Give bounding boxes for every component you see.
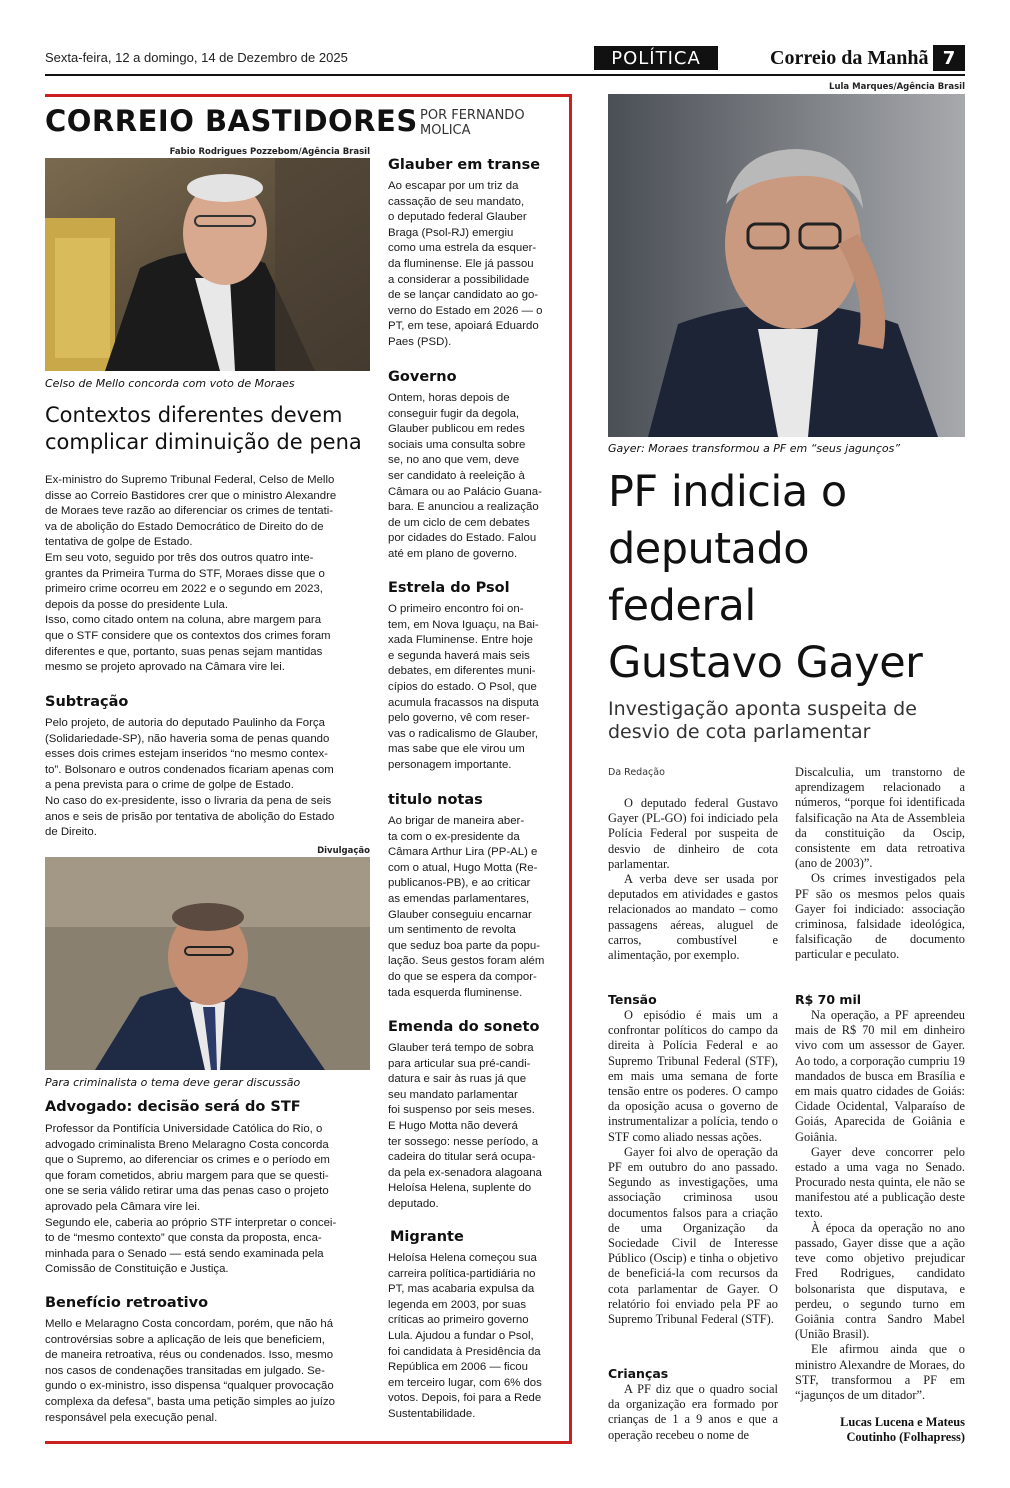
note-text [388,602,566,774]
column-frame-bottom [45,1441,572,1444]
text-line: conseguir fugir da degola, [388,407,520,420]
paragraph: À época da operação no ano passado, Gayer disse que a ação teve como objetivo prejudicar Fred Rodrigues, candidato bolsonarista que disputava, e perdeu, o segundo turno em Goiânia contra Sandro Mabel (União Brasil). [795,1220,965,1342]
text-line: Câmara ou ao Palácio Guana- [388,485,542,498]
text-line: ter sossego: nesse período, a [388,1135,539,1148]
subhead-tensao: Tensão [608,992,657,1007]
text-line: Em seu voto, seguido por três dos outros quatro inte- [45,551,314,564]
text-line: advogado criminalista Breno Melaragno Costa concorda [45,1138,329,1151]
text-line: de maneira retroativa, réus ou condenados. Isso, mesmo [45,1349,334,1362]
column-author [420,108,525,138]
paragraph: Ele afirmou ainda que o ministro Alexandre de Moraes, do STF, transformou a PF em “jagunços de um ditador”. [795,1342,965,1403]
text-line: Heloísa Helena, suplente do [388,1182,532,1195]
text-line: como uma estrela da esquer- [388,242,537,255]
column-frame-top [45,94,572,97]
author-line: MOLICA [420,123,471,138]
text-line: grantes da Primeira Turma do STF, Moraes disse que o [45,567,325,580]
photo-credit: Divulgação [317,846,370,856]
text-line: mesmo se projeto aprovado na Câmara vire lei. [45,661,285,674]
portrait-illustration [608,94,965,437]
deck-line: desvio de cota parlamentar [608,721,871,743]
note-title: titulo notas [388,792,483,808]
text-line: controvérsias sobre a aplicação de leis que beneficiem, [45,1333,325,1346]
column-headline [45,402,375,456]
text-line: ser candidato à reeleição à [388,469,525,482]
note-title: Emenda do soneto [388,1019,540,1035]
text-line: até em plano de governo. [388,547,518,560]
text-line: sociais uma consulta sobre [388,438,526,451]
note-text [388,1041,566,1213]
text-line: bara. E anunciou a realização [388,501,539,514]
deck-line: Investigação aponta suspeita de [608,698,917,720]
text-line: publicanos-PB), e ao criticar [388,877,531,890]
text-line: o deputado federal Glauber [388,211,527,224]
text-line: cadeira do titular será ocupa- [388,1151,536,1164]
text-line: foi candidata à Presidência da [388,1345,541,1358]
text-line: tentativa de golpe de Estado. [45,536,193,549]
text-line: aprovado pela Câmara vire lei. [45,1200,201,1213]
author-line: POR FERNANDO [420,108,525,123]
text-line: PT, em tese, apoiará Eduardo [388,320,539,333]
text-line: disse ao Correio Bastidores crer que o ministro Alexandre [45,489,337,502]
text-line: e segunda haverá mais seis [388,649,530,662]
text-line: one se seria válido retirar uma das penas caso o projeto [45,1185,329,1198]
text-line: Pelo projeto, de autoria do deputado Paulinho da Força [45,717,325,729]
text-line: personagem importante. [388,758,512,771]
text-line: Ao brigar de maneira aber- [388,815,525,827]
text-line: Glauber publicou em redes [388,423,525,436]
text-line: Professor da Pontifícia Universidade Católica do Rio, o [45,1123,323,1135]
text-line: depois da posse do presidente Lula. [45,598,229,611]
text-line: Ao escapar por um triz da [388,180,519,192]
text-line: a pena prevista para o crime de golpe de Estado. [45,779,294,792]
column-lead [45,473,375,676]
text-line: Ontem, horas depois de [388,392,510,404]
photo-caption: Celso de Mello concorda com voto de Moraes [45,377,295,390]
text-line: tem, em Nova Iguaçu, na Bai- [388,618,539,631]
text-line: Glauber terá tempo de sobra [388,1042,534,1054]
text-line: deputado. [388,1197,439,1210]
paragraph: O deputado federal Gustavo Gayer (PL-GO) foi indiciado pela Polícia Federal por suspeita de desvio de dinheiro de cota parlamentar. [608,796,778,871]
text-line: para articular sua pré-candi- [388,1057,531,1070]
text-line: to de “mesmo contexto” que consta da proposta, enca- [45,1232,322,1245]
text-line: que foram cometidos, abriu margem para que se questi- [45,1169,329,1182]
text-line: nos casos de condenações transitadas em julgado. Se- [45,1364,325,1377]
text-line: legenda em 2003, por suas [388,1298,527,1311]
photo-credit: Fabio Rodrigues Pozzebom/Agência Brasil [169,147,370,157]
text-line: datura e sair às ruas já que [388,1073,527,1086]
text-line: verno do Estado em 2026 — o [388,304,543,317]
text-line: de Direito. [45,826,97,839]
text-line: debates, em diferentes muni- [388,665,536,678]
text-line: da fluminense. Ele já passou [388,257,534,270]
text-line: gundo o ex-ministro, isso dispensa “qualquer provocação [45,1380,334,1393]
text-line: do que se espera da compor- [388,970,537,983]
text-line: E Hugo Motta não deverá [388,1119,518,1132]
text-line: foi suspenso por seis meses. [388,1104,535,1117]
subtracao-text [45,716,375,841]
note-title: Governo [388,369,457,385]
text-line: Segundo ele, caberia ao próprio STF interpretar o concei- [45,1216,337,1229]
text-line: diferentes e que, portanto, suas penas sejam mantidas [45,645,323,658]
article-column-2 [795,765,965,963]
paragraph: Na operação, a PF apreendeu mais de R$ 70 mil em dinheiro vivo com um assessor de Gayer. Ao todo, a corporação cumpriu 19 mandados de busca em Brasília e em mais quatro cidades de Goiás: Cidade Ocidental, Valparaíso de Goiás, Aparecida de Goiânia e Goiânia. [795,1008,965,1144]
paragraph: Gayer foi alvo de operação da PF em outubro do ano passado. Segundo as investigações, uma associação criminosa usou documentos falsos para a criação de uma Organização da Sociedade Civil de Interesse Público (Oscip) e tinha o objetivo de beneficiá-la com recursos da cota parlamentar de Gayer. O relatório foi enviado pela PF ao Supremo Tribunal Federal (STF). [608,1144,778,1327]
text-line: um sentimento de revolta [388,924,516,937]
text-line: PT, mas acabaria expulsa da [388,1283,535,1296]
text-line: lação. Seus gestos foram além [388,955,545,968]
text-line: República em 2006 — ficou [388,1361,528,1374]
text-line: de Moraes teve razão ao diferenciar os crimes de tentati- [45,505,334,518]
note-text [388,1251,566,1423]
text-line: esses dois crimes estejam inseridos “no mesmo contex- [45,748,328,761]
note-title: Estrela do Psol [388,580,510,596]
text-line: de um ciclo de cem debates [388,516,530,529]
text-line: cassação de seu mandato, [388,195,525,208]
portrait-illustration [45,158,370,371]
note-text [388,179,566,351]
beneficio-text [45,1317,375,1426]
text-line: Isso, como citado ontem na coluna, abre margem para [45,614,322,627]
subhead-criancas: Crianças [608,1366,669,1381]
main-headline [608,464,968,692]
text-line: tada esquerda fluminense. [388,986,523,999]
advogado-text [45,1122,375,1278]
headline-line: Contextos diferentes devem [45,403,343,427]
text-line: Braga (Psol-RJ) emergiu [388,226,514,239]
dateline: Sexta-feira, 12 a domingo, 14 de Dezembro de 2025 [45,50,348,65]
text-line: complexa da defesa”, basta uma petição simples ao juízo [45,1395,335,1408]
text-line: Mello e Melaragno Costa concordam, porém, que não há [45,1318,334,1330]
article-column-1 [608,796,778,963]
text-line: anos e seis de prisão por tentativa de abolição do Estado [45,810,335,823]
header-rule [45,74,965,76]
text-line: cípios do estado. O Psol, que [388,680,537,693]
signature [795,1415,965,1445]
text-line: xada Fluminense. Entre hoje [388,634,533,647]
text-line: to”. Bolsonaro e outros condenados ficariam apenas com [45,763,334,776]
headline-line: PF indicia o [608,467,847,517]
text-line: primeiro crime ocorreu em 2022 e o segundo em 2023, [45,583,323,596]
paragraph: A PF diz que o quadro social da organização era formado por crianças de 1 a 9 anos e que a operação recebeu o nome de [608,1382,778,1442]
headline-line: federal [608,581,756,631]
signature-line: Coutinho (Folhapress) [846,1430,965,1445]
subhead-70-mil: R$ 70 mil [795,992,862,1007]
text-line: acumula fracassos na disputa [388,696,539,709]
article-column-1-cont [608,1008,778,1327]
text-line: que o Supremo, ao diferenciar os crimes e o período em [45,1154,330,1167]
text-line: (Solidariedade-SP), não haveria soma de penas quando [45,732,330,745]
signature-line: Lucas Lucena e Mateus [840,1415,965,1429]
text-line: que o STF considere que os contextos dos crimes foram [45,629,331,642]
photo-breno-melaragno [45,857,370,1070]
text-line: votos. Depois, foi para a Rede [388,1392,542,1405]
section-tag: POLÍTICA [594,46,718,70]
text-line: ta com o ex-presidente da [388,830,520,843]
text-line: O primeiro encontro foi on- [388,603,524,615]
headline-line: complicar diminuição de pena [45,430,362,454]
text-line: Glauber conseguiu encarnar [388,908,532,921]
subhead-advogado: Advogado: decisão será do STF [45,1099,301,1115]
paragraph: O episódio é mais um a confrontar políticos do campo da direita à Polícia Federal e ao Supremo Tribunal Federal (STF), em mais uma semana de forte tensão entre os poderes. O campo da oposição acusa o governo de instrumentalizar a polícia, tendo o STF como aliado nessas ações. [608,1008,778,1144]
text-line: Câmara Arthur Lira (PP-AL) e [388,846,538,859]
subhead-beneficio: Benefício retroativo [45,1295,209,1311]
note-text [388,391,566,563]
note-title: Glauber em transe [388,157,541,173]
text-line: seu mandato parlamentar [388,1088,518,1101]
note-title: Migrante [390,1229,464,1245]
text-line: Lula. Ajudou a fundar o Psol, [388,1329,534,1342]
text-line: Ex-ministro do Supremo Tribunal Federal, Celso de Mello [45,474,335,486]
text-line: responsável pela execução penal. [45,1411,218,1424]
text-line: em terceiro lugar, com 6% dos [388,1376,542,1389]
text-line: as emendas parlamentares, [388,892,530,905]
text-line: por cidades do Estado. Falou [388,532,537,545]
text-line: que seduz boa parte da popu- [388,939,540,952]
text-line: da pela ex-senadora alagoana [388,1166,542,1179]
text-line: Paes (PSD). [388,335,452,348]
text-line: Comissão de Constituição e Justiça. [45,1263,229,1276]
headline-line: Gustavo Gayer [608,638,923,688]
text-line: a considerar a possibilidade [388,273,530,286]
column-title: CORREIO BASTIDORES [45,104,418,138]
photo-caption: Para criminalista o tema deve gerar discussão [45,1076,301,1089]
portrait-illustration [45,857,370,1070]
text-line: minhada para o Senado — está sendo examinada pela [45,1247,324,1260]
masthead: Correio da Manhã [770,47,929,69]
paragraph: Discalculia, um transtorno de aprendizagem relacionado a números, “porque foi identificada falsificação na Ata de Assembleia da constituição da Oscip, consistente em data retroativa (ano de 2003)”. [795,765,965,871]
subhead-subtracao: Subtração [45,694,129,710]
paragraph: Os crimes investigados pela PF são os mesmos pelos quais Gayer foi indiciado: associação criminosa, falsidade ideológica, falsificação de documento particular e peculato. [795,871,965,962]
photo-caption: Gayer: Moraes transformou a PF em “seus jagunços” [608,442,901,455]
paragraph: A verba deve ser usada por deputados em atividades e gastos relacionados ao mandato – como passagens aéreas, aluguel de carros, combustível e alimentação, por exemplo. [608,872,778,963]
headline-line: deputado [608,524,810,574]
column-frame-right [569,94,572,1444]
article-column-1-end [608,1382,778,1443]
paragraph: Gayer deve concorrer pelo estado a uma vaga no Senado. Procurado nesta quinta, ele não se manifestou até a publicação deste texto. [795,1144,965,1220]
photo-gustavo-gayer [608,94,965,437]
photo-celso-de-mello [45,158,370,371]
text-line: mas sabe que ele virou um [388,743,525,756]
text-line: se, no ano que vem, deve [388,454,520,467]
text-line: de se lançar candidato ao go- [388,289,539,302]
text-line: carreira política-partidiária no [388,1267,536,1280]
text-line: com o atual, Hugo Motta (Re- [388,861,538,874]
main-deck [608,698,968,744]
photo-credit: Lula Marques/Agência Brasil [829,82,965,92]
text-line: va de abolição do Estado Democrático de Direito do de [45,520,324,533]
note-text [388,814,566,1001]
article-column-2-cont [795,1008,965,1403]
text-line: críticas ao primeiro governo [388,1314,529,1327]
page-number: 7 [933,45,965,71]
text-line: vas o radicalismo de Glauber, [388,727,539,740]
text-line: No caso do ex-presidente, isso o livraria da pena de seis [45,794,332,807]
text-line: pelo governo, vê com reser- [388,712,530,725]
text-line: Sustentabilidade. [388,1407,476,1420]
text-line: Heloísa Helena começou sua [388,1252,537,1264]
byline: Da Redação [608,767,665,778]
